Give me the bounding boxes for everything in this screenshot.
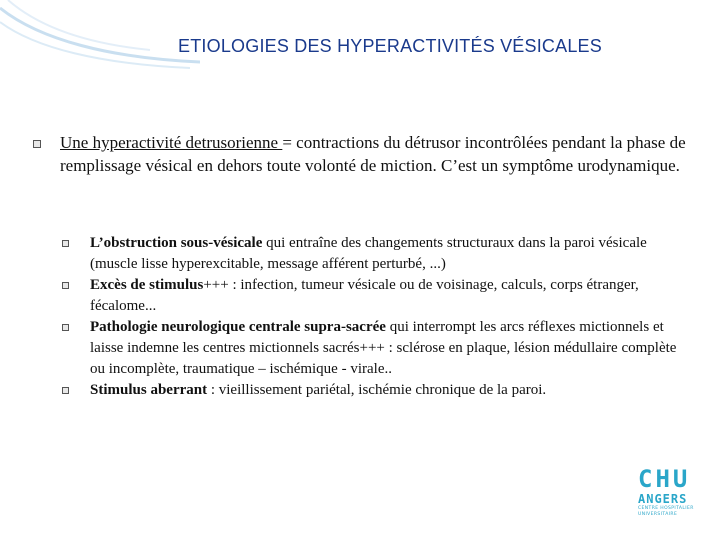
cause-text: +++ : infection, tumeur vésicale ou de voisinage, calculs, corps étranger, fécalome...: [90, 277, 639, 314]
logo-subtitle-1: CENTRE HOSPITALIER: [638, 506, 694, 511]
cause-text: qui interrompt les arcs réflexes mictionnels et laisse indemne les centres mictionnels sacrés+++ : sclérose en plaque, lésion médullaire complète ou incomplète, traumatique – ischémique - virale..: [90, 319, 677, 377]
square-bullet-icon: [62, 324, 69, 331]
list-item: [90, 380, 695, 401]
cause-title: Stimulus aberrant: [90, 382, 208, 398]
cause-title: Excès de stimulus: [90, 277, 204, 293]
cause-title: Pathologie neurologique centrale supra-sacrée: [90, 319, 386, 335]
slide-title: ETIOLOGIES DES HYPERACTIVITÉS VÉSICALES: [178, 36, 602, 56]
list-item: [90, 275, 695, 317]
logo-angers-text: ANGERS: [638, 492, 688, 506]
corner-swoosh-decoration: [0, 0, 200, 70]
square-bullet-icon: [62, 387, 69, 394]
cause-text: : vieillissement pariétal, ischémie chronique de la paroi.: [207, 382, 547, 398]
intro-paragraph: [60, 131, 700, 177]
cause-text: qui entraîne des changements structuraux dans la paroi vésicale (muscle lisse hyperexcitable, message afférent perturbé, ...): [90, 235, 647, 272]
logo-chu-text: CHU: [638, 465, 691, 493]
square-bullet-icon: [62, 240, 69, 247]
square-bullet-icon: [62, 282, 69, 289]
intro-term: Une hyperactivité detrusorienne: [60, 133, 283, 152]
causes-list: [90, 233, 695, 401]
cause-title: L’obstruction sous-vésicale: [90, 235, 263, 251]
list-item: [90, 233, 695, 275]
intro-definition: = contractions du détrusor incontrôlées pendant la phase de remplissage vésical en dehors toute volonté de miction. C’est un symptôme urodynamique.: [60, 133, 686, 175]
logo-subtitle-2: UNIVERSITAIRE: [638, 512, 678, 517]
square-bullet-icon: [33, 140, 41, 148]
chu-angers-logo: [638, 466, 710, 530]
list-item: [90, 317, 695, 380]
